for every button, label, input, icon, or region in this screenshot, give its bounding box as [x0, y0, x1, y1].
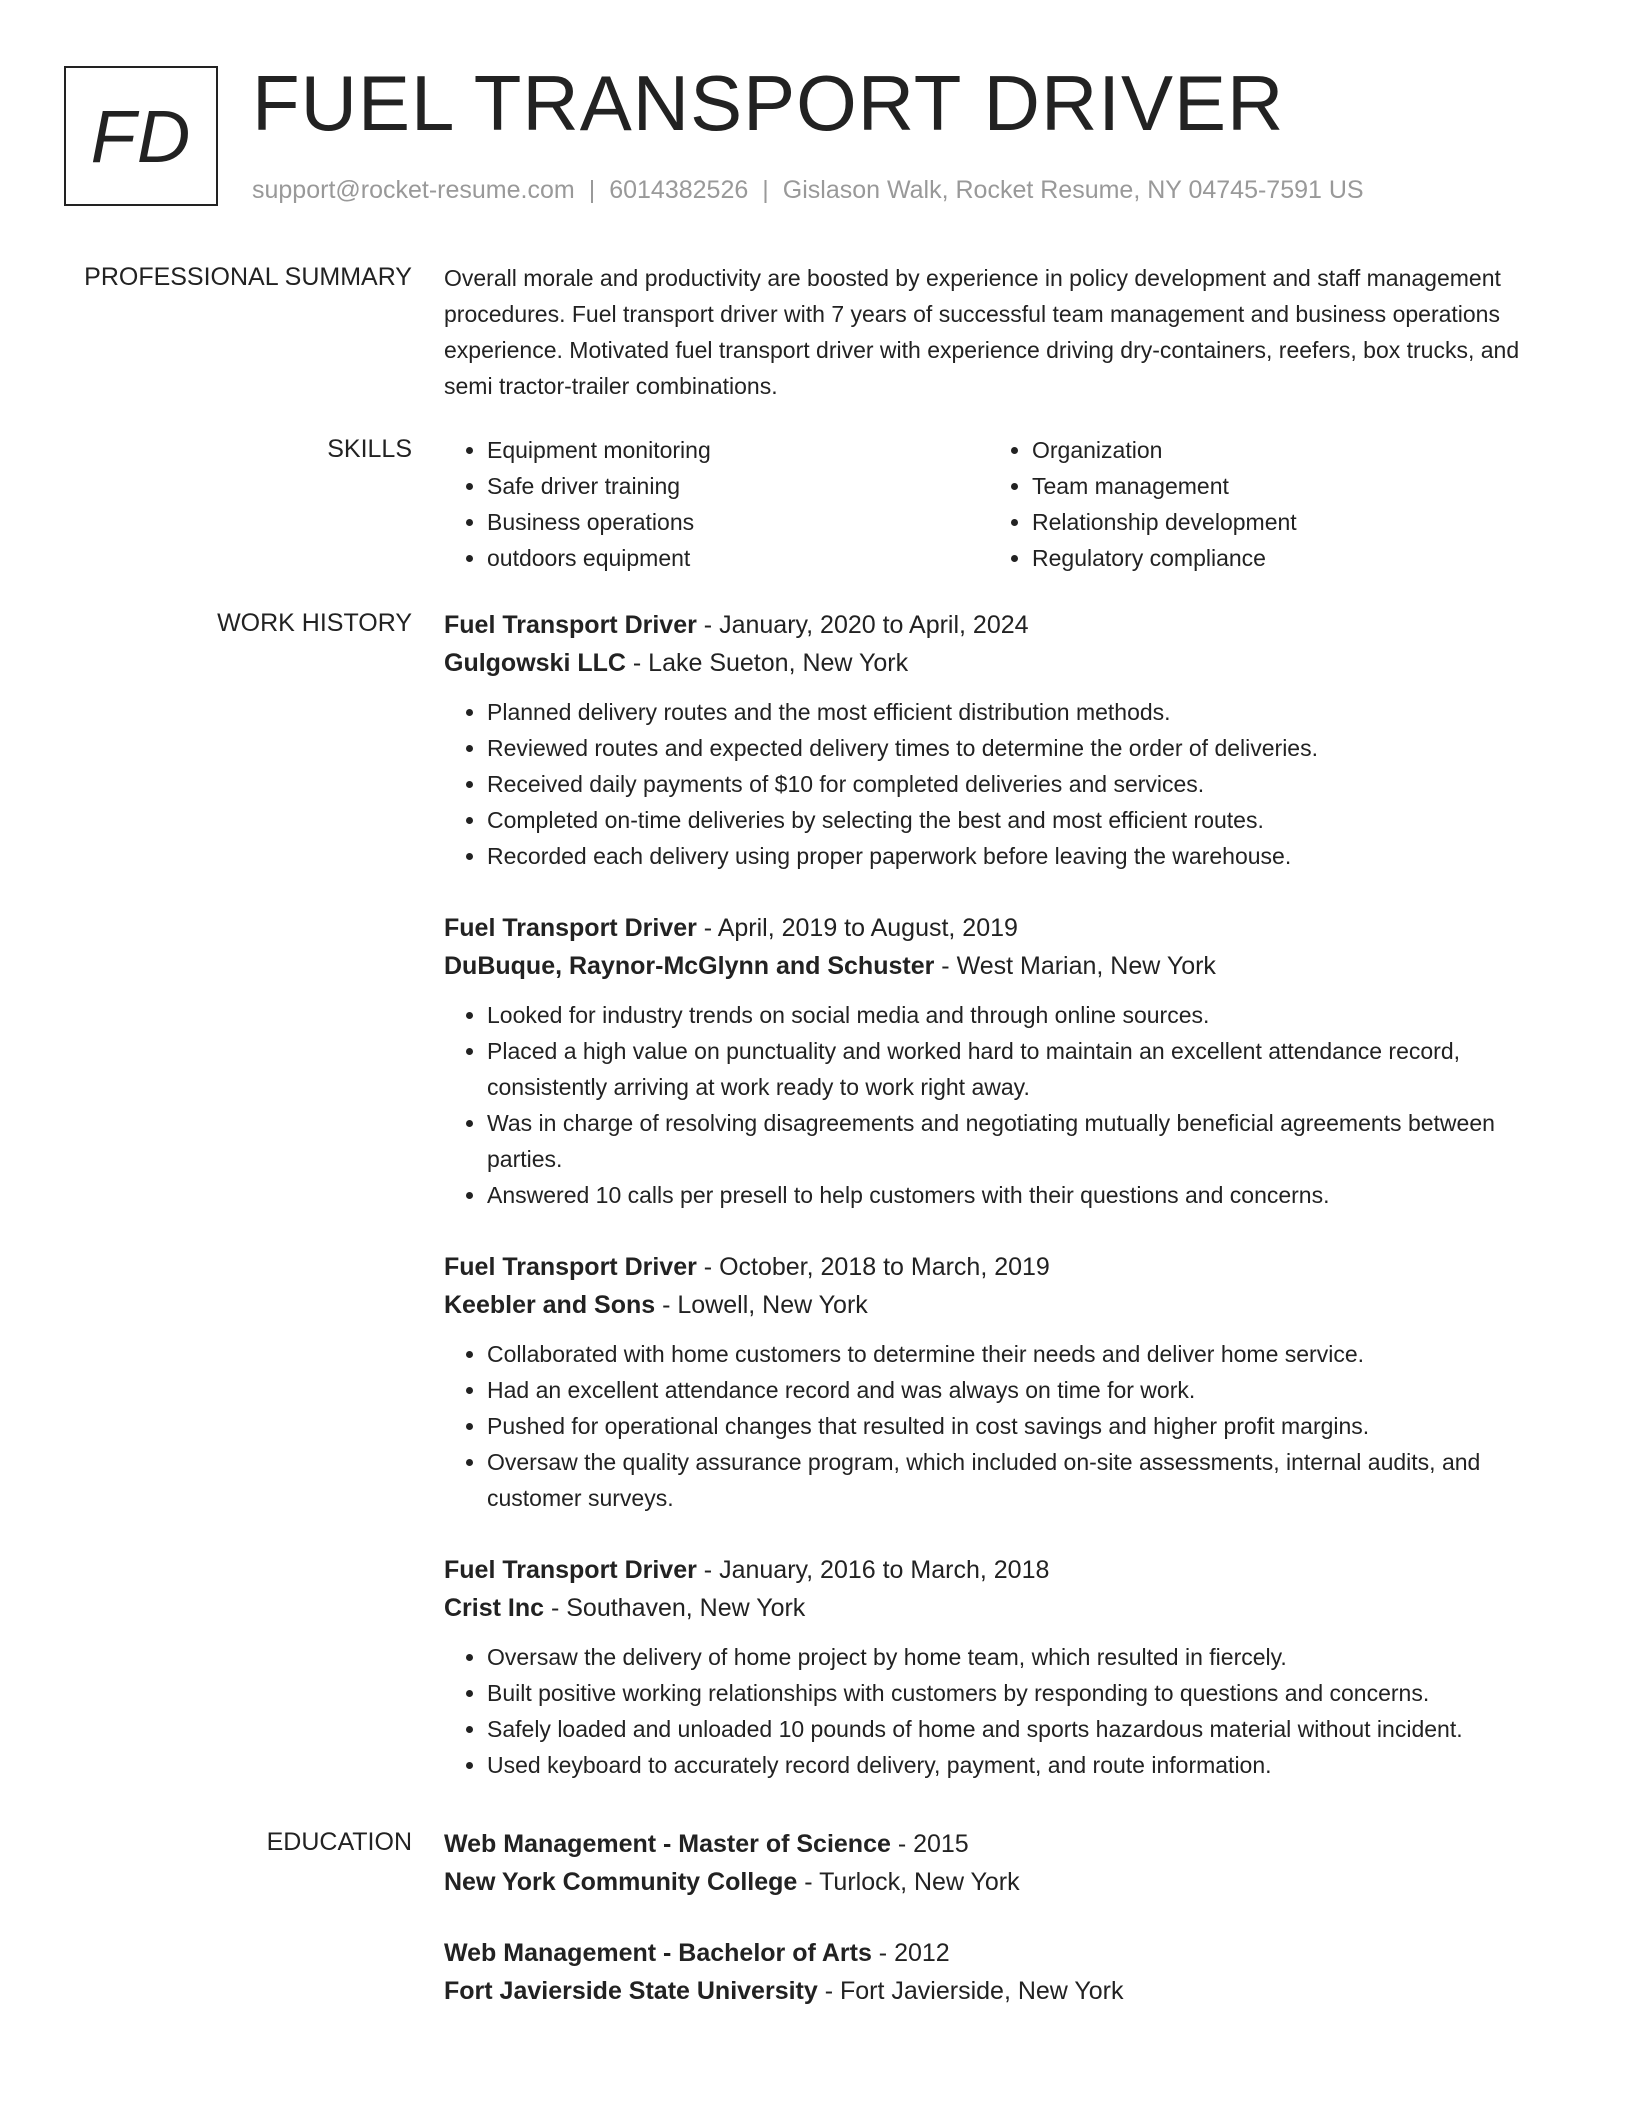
- degree: Web Management - Bachelor of Arts: [444, 1939, 872, 1967]
- dash: -: [655, 1291, 678, 1319]
- monogram-badge: FD: [64, 66, 218, 206]
- school-location: Fort Javierside, New York: [840, 1977, 1124, 2005]
- job-bullet: • Had an excellent attendance record and was always on time for work.: [487, 1372, 1564, 1408]
- job-location: Lake Sueton, New York: [648, 649, 909, 677]
- job-location: Lowell, New York: [677, 1291, 868, 1319]
- skill-item: • Equipment monitoring: [487, 432, 1032, 468]
- job-dates: January, 2016 to March, 2018: [719, 1556, 1050, 1584]
- job-bullet: • Oversaw the delivery of home project by home team, which resulted in fiercely.: [487, 1639, 1564, 1675]
- degree-year: 2015: [913, 1830, 969, 1858]
- skill-item: • Relationship development: [1032, 504, 1532, 540]
- dash: -: [696, 1253, 720, 1281]
- contact-phone: 6014382526: [609, 176, 749, 204]
- education-entry: [444, 1825, 1564, 1901]
- job-bullet: • Completed on-time deliveries by selecting the best and most efficient routes.: [487, 802, 1564, 838]
- summary-text: Overall morale and productivity are boosted by experience in policy development and staff management procedures. Fuel transport driver with 7 years of successful team management and business operations experience. Motivated fuel transport driver with experience driving dry-containers, reefers, box trucks, and semi tractor-trailer combinations.: [444, 265, 1520, 399]
- dash: -: [934, 952, 957, 980]
- job-bullet: • Collaborated with home customers to determine their needs and deliver home service.: [487, 1336, 1564, 1372]
- job-title: Fuel Transport Driver: [444, 1556, 697, 1584]
- skill-item: • Regulatory compliance: [1032, 540, 1532, 576]
- job-bullet: • Planned delivery routes and the most efficient distribution methods.: [487, 694, 1564, 730]
- contact-line: [252, 173, 1364, 207]
- school-line: [444, 1863, 1564, 1901]
- school-location: Turlock, New York: [819, 1868, 1020, 1896]
- job-bullets: [444, 997, 1564, 1213]
- job-location: West Marian, New York: [956, 952, 1216, 980]
- job-company-line: [444, 1589, 1564, 1627]
- school: New York Community College: [444, 1868, 798, 1896]
- contact-email: support@rocket-resume.com: [252, 176, 575, 204]
- job-company: Gulgowski LLC: [444, 649, 626, 677]
- job-bullet: • Oversaw the quality assurance program, which included on-site assessments, internal audits, and customer surveys.: [487, 1444, 1564, 1516]
- job-title-line: [444, 909, 1564, 947]
- skills-list: [444, 432, 1564, 576]
- dash: -: [625, 649, 649, 677]
- skill-item: • Team management: [1032, 468, 1532, 504]
- dash: -: [797, 1868, 820, 1896]
- degree: Web Management - Master of Science: [444, 1830, 891, 1858]
- job-bullets: [444, 1336, 1564, 1516]
- job-company: Crist Inc: [444, 1594, 545, 1622]
- job-bullet: • Looked for industry trends on social media and through online sources.: [487, 997, 1564, 1033]
- job-title-line: [444, 606, 1564, 644]
- job-dates: January, 2020 to April, 2024: [719, 611, 1029, 639]
- job-title-line: [444, 1248, 1564, 1286]
- dash: -: [696, 914, 718, 942]
- job-bullet: • Used keyboard to accurately record delivery, payment, and route information.: [487, 1747, 1564, 1783]
- degree-line: [444, 1825, 1564, 1863]
- job-bullet: • Built positive working relationships with customers by responding to questions and concerns.: [487, 1675, 1564, 1711]
- job-dates: April, 2019 to August, 2019: [717, 914, 1018, 942]
- contact-separator: |: [762, 176, 769, 204]
- job-bullet: • Was in charge of resolving disagreements and negotiating mutually beneficial agreements between parties.: [487, 1105, 1564, 1177]
- job-bullets: [444, 694, 1564, 874]
- job-bullet: • Pushed for operational changes that resulted in cost savings and higher profit margins.: [487, 1408, 1564, 1444]
- job-entry: [444, 909, 1564, 1213]
- education-entry: [444, 1934, 1564, 2010]
- job-bullets: [444, 1639, 1564, 1783]
- job-company-line: [444, 947, 1564, 985]
- skill-item: • outdoors equipment: [487, 540, 1032, 576]
- skill-item: • Safe driver training: [487, 468, 1032, 504]
- job-dates: October, 2018 to March, 2019: [719, 1253, 1050, 1281]
- job-title-line: [444, 1551, 1564, 1589]
- school: Fort Javierside State University: [444, 1977, 818, 2005]
- degree-year: 2012: [894, 1939, 950, 1967]
- job-company-line: [444, 1286, 1564, 1324]
- job-bullet: • Recorded each delivery using proper paperwork before leaving the warehouse.: [487, 838, 1564, 874]
- job-title: Fuel Transport Driver: [444, 611, 697, 639]
- candidate-name: FUEL TRANSPORT DRIVER: [252, 59, 1285, 147]
- job-entry: [444, 1248, 1564, 1516]
- skill-item: • Business operations: [487, 504, 1032, 540]
- job-location: Southaven, New York: [566, 1594, 806, 1622]
- section-label: WORK HISTORY: [217, 609, 412, 637]
- section-label: PROFESSIONAL SUMMARY: [84, 263, 412, 291]
- dash: -: [871, 1939, 895, 1967]
- dash: -: [817, 1977, 840, 2005]
- section-label: EDUCATION: [266, 1828, 412, 1856]
- degree-line: [444, 1934, 1564, 1972]
- job-entry: [444, 606, 1564, 874]
- job-entry: [444, 1551, 1564, 1783]
- skill-item: • Organization: [1032, 432, 1532, 468]
- job-title: Fuel Transport Driver: [444, 914, 697, 942]
- dash: -: [696, 611, 720, 639]
- dash: -: [890, 1830, 914, 1858]
- job-company: DuBuque, Raynor-McGlynn and Schuster: [444, 952, 935, 980]
- job-bullet: • Safely loaded and unloaded 10 pounds of home and sports hazardous material without incident.: [487, 1711, 1564, 1747]
- job-company-line: [444, 644, 1564, 682]
- contact-separator: |: [588, 176, 596, 204]
- dash: -: [696, 1556, 720, 1584]
- school-line: [444, 1972, 1564, 2010]
- job-title: Fuel Transport Driver: [444, 1253, 697, 1281]
- job-bullet: • Placed a high value on punctuality and worked hard to maintain an excellent attendance record, consistently arriving at work ready to work right away.: [487, 1033, 1564, 1105]
- section-label: SKILLS: [327, 435, 412, 463]
- dash: -: [544, 1594, 567, 1622]
- job-bullet: • Answered 10 calls per presell to help customers with their questions and concerns.: [487, 1177, 1564, 1213]
- job-company: Keebler and Sons: [444, 1291, 656, 1319]
- job-bullet: • Reviewed routes and expected delivery times to determine the order of deliveries.: [487, 730, 1564, 766]
- job-bullet: • Received daily payments of $10 for completed deliveries and services.: [487, 766, 1564, 802]
- contact-address: Gislason Walk, Rocket Resume, NY 04745-7591 US: [782, 176, 1364, 204]
